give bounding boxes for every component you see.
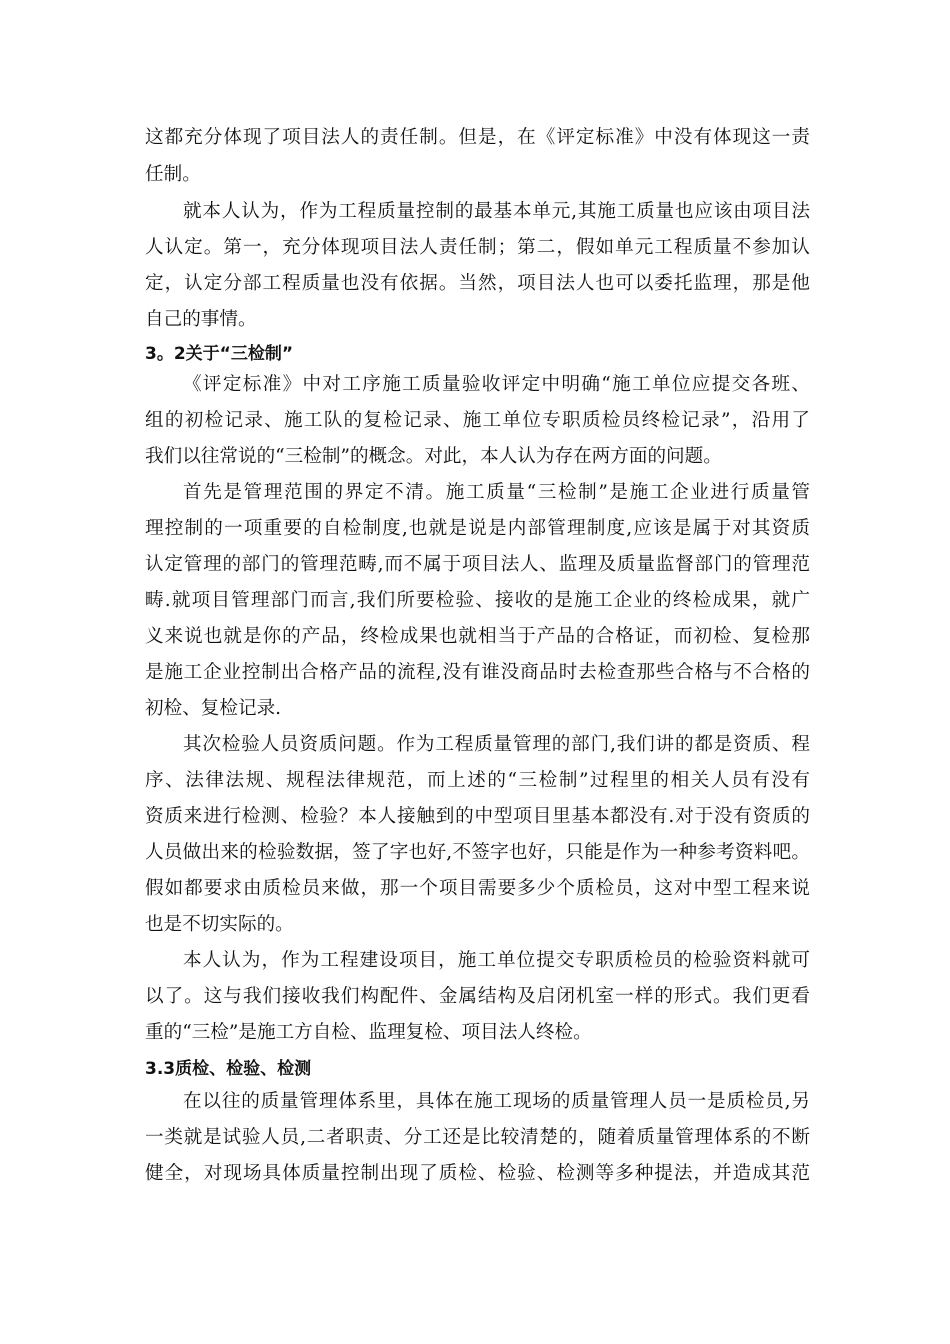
paragraph-line: 初检、复检记录. xyxy=(145,698,282,719)
paragraph-line: 在以往的质量管理体系里，具体在施工现场的质量管理人员一是质检员,另 xyxy=(183,1091,810,1112)
paragraph-line: 也是不切实际的。 xyxy=(145,914,294,935)
paragraph-line: 是施工企业控制出合格产品的流程,没有谁没商品时去检查那些合格与不合格的 xyxy=(145,662,810,683)
paragraph-line: 一类就是试验人员,二者职责、分工还是比较清楚的，随着质量管理体系的不断 xyxy=(145,1127,810,1148)
paragraph-line: 以了。这与我们接收我们构配件、金属结构及启闭机室一样的形式。我们更看 xyxy=(145,986,810,1007)
paragraph-line: 理控制的一项重要的自检制度,也就是说是内部管理制度,应该是属于对其资质 xyxy=(145,518,810,539)
paragraph-line: 认定管理的部门的管理范畴,而不属于项目法人、监理及质量监督部门的管理范 xyxy=(145,554,810,575)
paragraph-line: 重的“三检”是施工方自检、监理复检、项目法人终检。 xyxy=(145,1022,592,1043)
paragraph-line: 人认定。第一，充分体现项目法人责任制；第二，假如单元工程质量不参加认 xyxy=(145,237,810,258)
paragraph-line: 首先是管理范围的界定不清。施工质量“三检制”是施工企业进行质量管 xyxy=(183,482,810,503)
paragraph-line: 这都充分体现了项目法人的责任制。但是，在《评定标准》中没有体现这一责 xyxy=(145,127,810,148)
paragraph-line: 其次检验人员资质问题。作为工程质量管理的部门,我们讲的都是资质、程 xyxy=(183,734,810,755)
paragraph-line: 《评定标准》中对工序施工质量验收评定中明确“施工单位应提交各班、 xyxy=(183,374,810,395)
paragraph-line: 健全，对现场具体质量控制出现了质检、检验、检测等多种提法，并造成其范 xyxy=(145,1163,810,1184)
paragraph-line: 假如都要求由质检员来做，那一个项目需要多少个质检员，这对中型工程来说 xyxy=(145,878,810,899)
section-heading: 3。2关于“三检制” xyxy=(145,344,294,364)
paragraph-line: 畴.就项目管理部门而言,我们所要检验、接收的是施工企业的终检成果，就广 xyxy=(145,590,810,611)
paragraph-line: 组的初检记录、施工队的复检记录、施工单位专职质检员终检记录”，沿用了 xyxy=(145,410,810,431)
paragraph-line: 定，认定分部工程质量也没有依据。当然，项目法人也可以委托监理，那是他 xyxy=(145,273,810,294)
paragraph-line: 就本人认为，作为工程质量控制的最基本单元,其施工质量也应该由项目法 xyxy=(183,201,810,222)
paragraph-line: 义来说也就是你的产品，终检成果也就相当于产品的合格证，而初检、复检那 xyxy=(145,626,810,647)
paragraph-line: 人员做出来的检验数据，签了字也好,不签字也好，只能是作为一种参考资料吧。 xyxy=(145,842,810,863)
paragraph-line: 本人认为，作为工程建设项目，施工单位提交专职质检员的检验资料就可 xyxy=(183,950,810,971)
paragraph-line: 资质来进行检测、检验？本人接触到的中型项目里基本都没有.对于没有资质的 xyxy=(145,806,810,827)
paragraph-line: 我们以往常说的“三检制”的概念。对此，本人认为存在两方面的问题。 xyxy=(145,446,722,467)
section-heading: 3.3质检、检验、检测 xyxy=(145,1059,312,1079)
paragraph-line: 序、法律法规、规程法律规范，而上述的“三检制”过程里的相关人员有没有 xyxy=(145,770,810,791)
paragraph-line: 任制。 xyxy=(145,164,201,185)
paragraph-line: 自己的事情。 xyxy=(145,309,257,330)
